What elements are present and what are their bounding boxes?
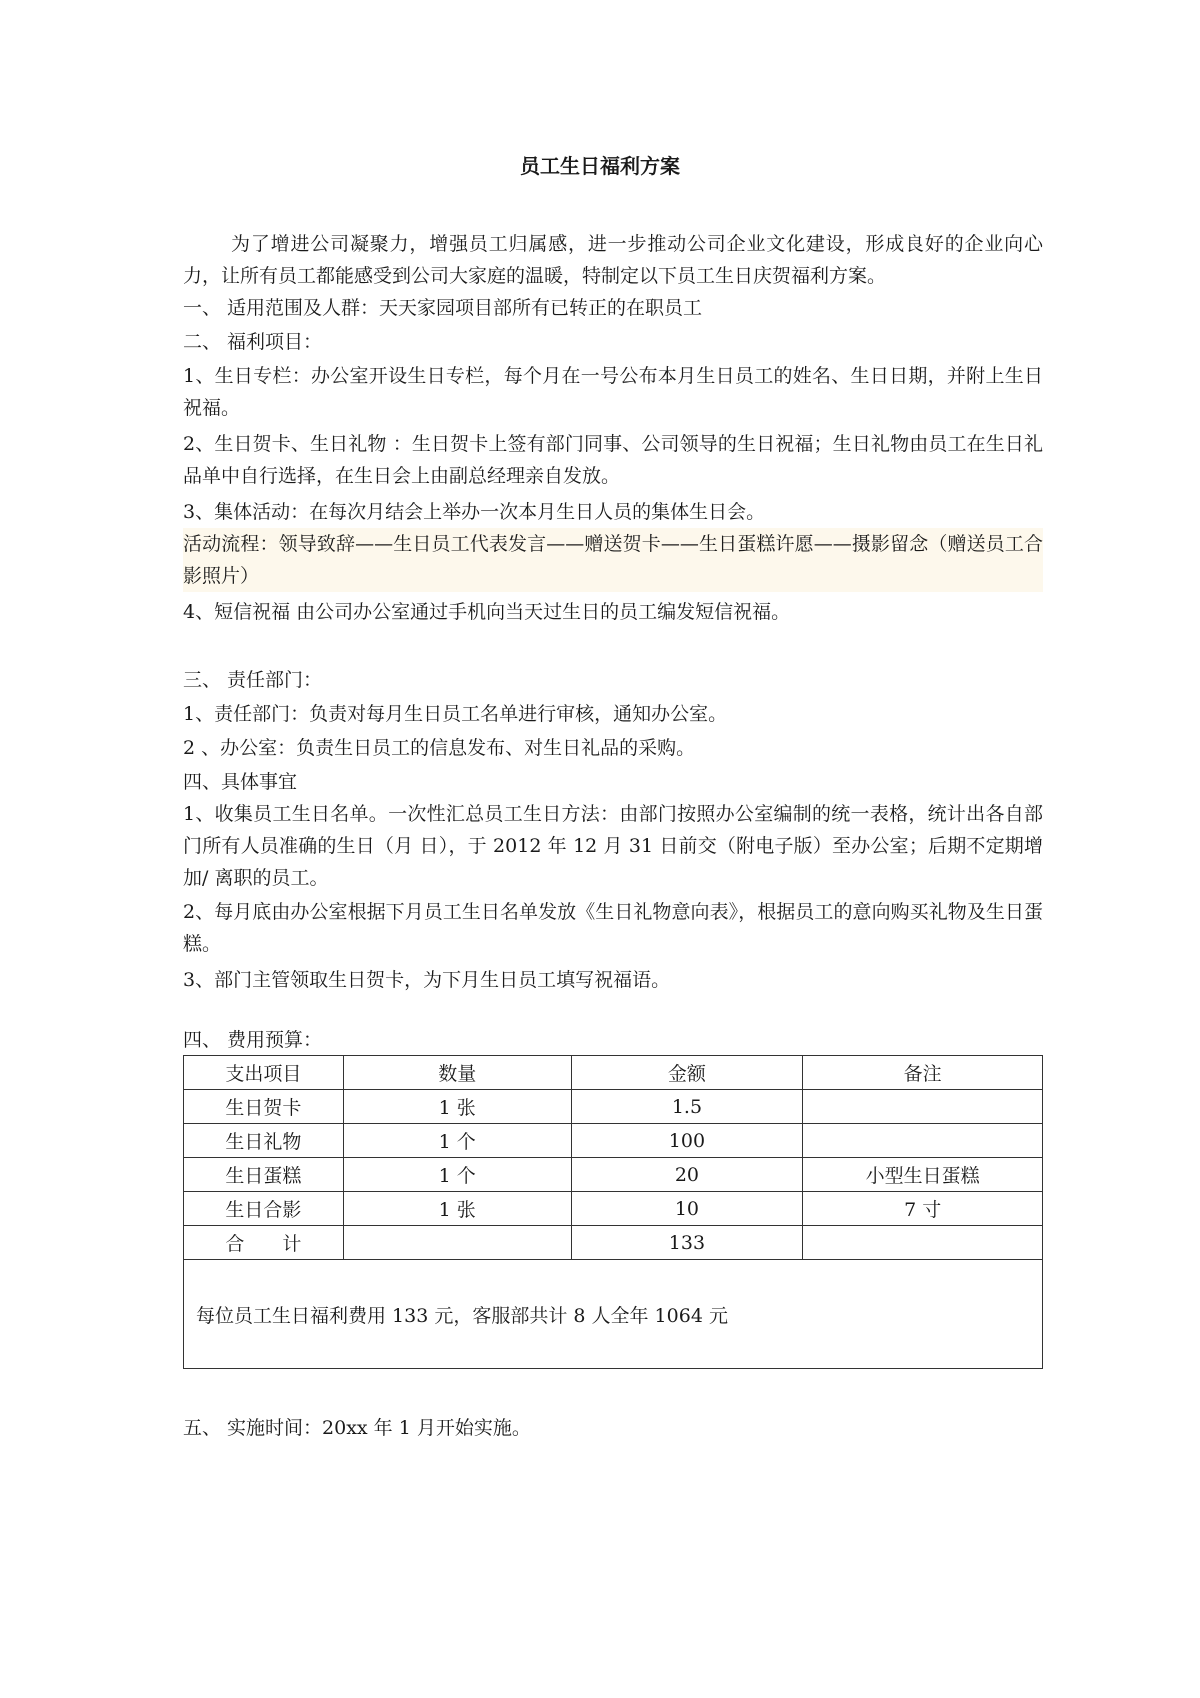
document-title: 员工生日福利方案 [520,154,680,178]
benefit-item-2: 2、生日贺卡、生日礼物 ：生日贺卡上签有部门同事、公司领导的生日祝福；生日礼物由员工在生日礼品单中自行选择，在生日会上由副总经理亲自发放。 [183,433,1043,487]
cell-total-amount: 133 [571,1226,803,1260]
budget-header-row [184,1056,1043,1090]
cell-remarks [803,1124,1043,1158]
table-row [184,1192,1043,1226]
section1-scope: 一、 适用范围及人群：天天家园项目部所有已转正的在职员工 [183,297,703,319]
dept-item-2: 2 、办公室：负责生日员工的信息发布、对生日礼品的采购。 [183,737,696,759]
section4-heading: 四、具体事宜 [183,771,298,793]
activity-process: 活动流程：领导致辞——生日员工代表发言——赠送贺卡——生日蛋糕许愿——摄影留念（赠送员工合影照片） [183,528,1043,592]
budget-heading: 四、 费用预算： [183,1029,323,1051]
cell-quantity: 1 张 [343,1192,571,1226]
section5-implementation: 五、 实施时间：20xx 年 1 月开始实施。 [183,1417,531,1439]
detail-item-3: 3、部门主管领取生日贺卡，为下月生日员工填写祝福语。 [183,969,671,991]
cell-quantity [343,1226,571,1260]
budget-table [183,1055,1043,1369]
cell-quantity: 1 张 [343,1090,571,1124]
cell-item: 生日蛋糕 [184,1158,344,1192]
benefit-item-4: 4、短信祝福 由公司办公室通过手机向当天过生日的员工编发短信祝福。 [183,601,791,623]
header-amount: 金额 [571,1056,803,1090]
cell-item: 生日礼物 [184,1124,344,1158]
cell-quantity: 1 个 [343,1124,571,1158]
header-quantity: 数量 [343,1056,571,1090]
total-row [184,1226,1043,1260]
header-remarks: 备注 [803,1056,1043,1090]
detail-item-1: 1、收集员工生日名单。一次性汇总员工生日方法：由部门按照办公室编制的统一表格，统计出各自部门所有人员准确的生日（月 日），于 2012 年 12 月 31 日前交（附电子版）至办公室；后期不定期增加/ 离职的员工。 [183,803,1043,889]
dept-item-1: 1、责任部门：负责对每月生日员工名单进行审核，通知办公室。 [183,703,728,725]
table-row [184,1124,1043,1158]
cell-amount: 100 [571,1124,803,1158]
cell-amount: 20 [571,1158,803,1192]
cell-remarks: 小型生日蛋糕 [803,1158,1043,1192]
detail-item-2: 2、每月底由办公室根据下月员工生日名单发放《生日礼物意向表》，根据员工的意向购买礼物及生日蛋糕。 [183,901,1043,955]
cell-amount: 10 [571,1192,803,1226]
note-row [184,1260,1043,1369]
benefit-item-3: 3、集体活动：在每次月结会上举办一次本月生日人员的集体生日会。 [183,501,766,523]
cell-remarks [803,1226,1043,1260]
cell-item: 生日合影 [184,1192,344,1226]
benefit-item-1: 1、生日专栏：办公室开设生日专栏，每个月在一号公布本月生日员工的姓名、生日日期，并附上生日祝福。 [183,365,1043,419]
table-row [184,1090,1043,1124]
section2-heading: 二、 福利项目： [183,331,323,353]
cell-quantity: 1 个 [343,1158,571,1192]
budget-note: 每位员工生日福利费用 133 元，客服部共计 8 人全年 1064 元 [184,1260,1043,1369]
table-row [184,1158,1043,1192]
cell-remarks [803,1090,1043,1124]
cell-total-label: 合 计 [184,1226,344,1260]
cell-remarks: 7 寸 [803,1192,1043,1226]
intro-paragraph: 为了增进公司凝聚力，增强员工归属感，进一步推动公司企业文化建设，形成良好的企业向心力，让所有员工都能感受到公司大家庭的温暖，特制定以下员工生日庆贺福利方案。 [183,233,1043,287]
cell-amount: 1.5 [571,1090,803,1124]
cell-item: 生日贺卡 [184,1090,344,1124]
section3-heading: 三、 责任部门： [183,669,323,691]
header-expense-item: 支出项目 [184,1056,344,1090]
